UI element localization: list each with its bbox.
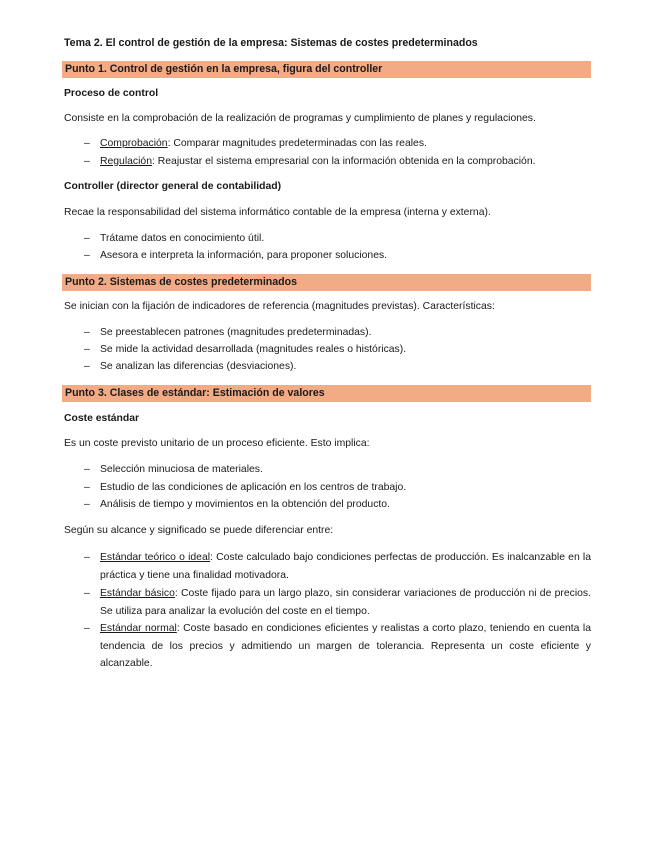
bullet-dash: – <box>84 623 90 634</box>
item-text: Selección minuciosa de materiales. <box>100 464 263 475</box>
item-text: : Coste calculado bajo condiciones perfectas de producción. Es inalcanzable en la práctica y tiene una finalidad motivadora. <box>100 552 592 581</box>
term-estandar-normal: Estándar normal <box>100 623 177 634</box>
proceso-control-text: Consiste en la comprobación de la realización de programas y cumplimiento de planes y regulaciones. <box>64 113 536 124</box>
item-text: : Comparar magnitudes predeterminadas con las reales. <box>167 138 427 149</box>
section-3-heading: Punto 3. Clases de estándar: Estimación de valores <box>62 385 591 402</box>
document-title: Tema 2. El control de gestión de la empresa: Sistemas de costes predeterminados <box>64 37 478 49</box>
bullet-dash: – <box>84 361 90 372</box>
item-text: Trátame datos en conocimiento útil. <box>100 233 265 244</box>
list-item <box>84 549 591 584</box>
item-text: : Reajustar el sistema empresarial con la información obtenida en la comprobación. <box>152 156 536 167</box>
item-text: Se analizan las diferencias (desviaciones). <box>100 361 297 372</box>
bullet-dash: – <box>84 138 90 149</box>
alcance-text: Según su alcance y significado se puede diferenciar entre: <box>64 525 334 536</box>
proceso-control-heading: Proceso de control <box>64 88 159 99</box>
item-text: : Coste basado en condiciones eficientes y realistas a corto plazo, teniendo en cuenta la tendencia de los precios y admitiendo un margen de tolerancia. Representa un coste eficiente y alcanzable. <box>100 623 591 669</box>
list-item <box>84 585 591 620</box>
bullet-dash: – <box>84 464 90 475</box>
section-2-heading: Punto 2. Sistemas de costes predeterminados <box>62 274 591 291</box>
term-estandar-teorico: Estándar teórico o ideal <box>100 552 211 563</box>
bullet-dash: – <box>84 552 90 563</box>
bullet-dash: – <box>84 250 90 261</box>
coste-estandar-text: Es un coste previsto unitario de un proceso eficiente. Esto implica: <box>64 438 370 449</box>
bullet-dash: – <box>84 344 90 355</box>
list-item <box>84 620 591 673</box>
item-text: Se mide la actividad desarrollada (magnitudes reales o históricas). <box>100 344 407 355</box>
controller-text: Recae la responsabilidad del sistema informático contable de la empresa (interna y externa). <box>64 207 491 218</box>
item-text: Análisis de tiempo y movimientos en la obtención del producto. <box>100 499 390 510</box>
bullet-dash: – <box>84 327 90 338</box>
item-text: Estudio de las condiciones de aplicación en los centros de trabajo. <box>100 482 407 493</box>
sec2-intro: Se inician con la fijación de indicadores de referencia (magnitudes previstas). Características: <box>64 301 495 312</box>
item-text: Se preestablecen patrones (magnitudes predeterminadas). <box>100 327 372 338</box>
term-comprobacion: Comprobación <box>100 138 168 149</box>
term-regulacion: Regulación <box>100 156 152 167</box>
term-estandar-basico: Estándar básico <box>100 588 175 599</box>
bullet-dash: – <box>84 499 90 510</box>
coste-estandar-heading: Coste estándar <box>64 413 140 424</box>
controller-heading: Controller (director general de contabilidad) <box>64 181 282 192</box>
bullet-dash: – <box>84 156 90 167</box>
item-text: : Coste fijado para un largo plazo, sin considerar variaciones de producción ni de precios. Se utiliza para analizar la evolución del coste en el tiempo. <box>100 588 591 617</box>
bullet-dash: – <box>84 233 90 244</box>
item-text: Asesora e interpreta la información, para proponer soluciones. <box>100 250 388 261</box>
section-1-heading: Punto 1. Control de gestión en la empresa, figura del controller <box>62 61 591 78</box>
bullet-dash: – <box>84 482 90 493</box>
bullet-dash: – <box>84 588 90 599</box>
